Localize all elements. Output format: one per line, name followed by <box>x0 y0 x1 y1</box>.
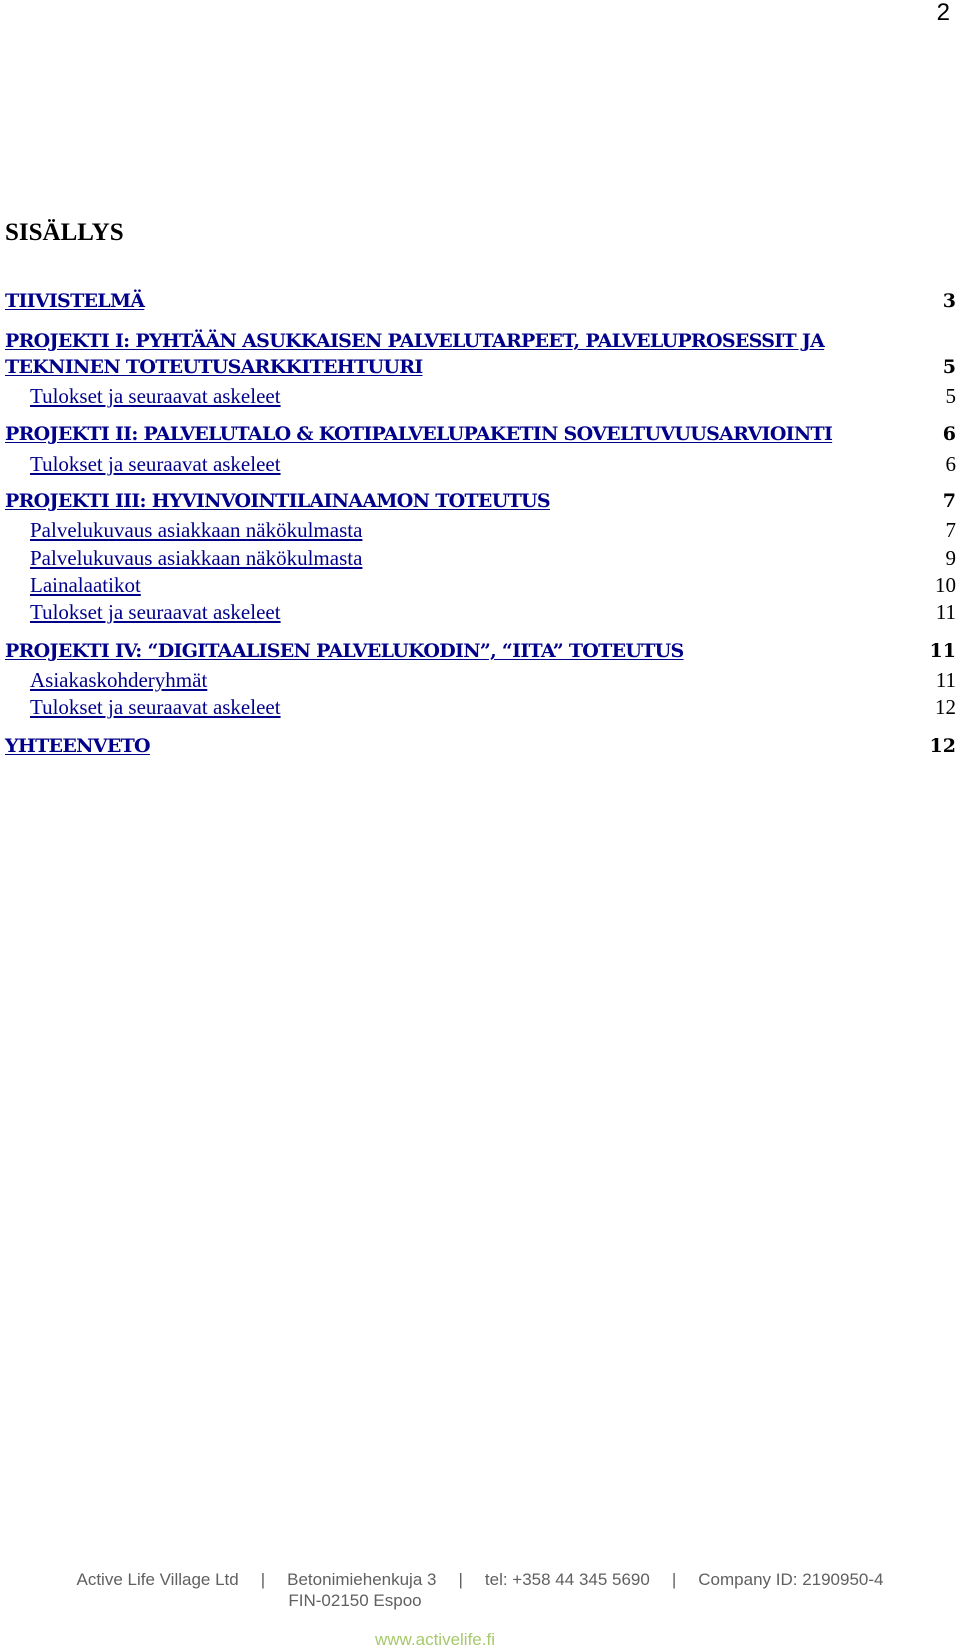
footer-phone: tel: +358 44 345 5690 <box>484 1570 650 1589</box>
footer-company: Active Life Village Ltd <box>76 1570 239 1589</box>
toc-subentry-tulokset-3[interactable] <box>0 600 960 628</box>
toc-page-number: 3 <box>942 290 956 312</box>
footer-contact-line <box>0 1570 960 1590</box>
toc-subentry-tulokset-2[interactable] <box>0 452 960 480</box>
toc-subentry-tulokset-1[interactable] <box>0 384 960 412</box>
toc-entry-link[interactable]: Tulokset ja seuraavat askeleet <box>30 384 281 408</box>
toc-entry-link[interactable]: PROJEKTI I: PYHTÄÄN ASUKKAISEN PALVELUTARPEET, PALVELUPROSESSIT JA <box>5 330 825 352</box>
toc-entry-link[interactable]: YHTEENVETO <box>5 735 150 757</box>
footer-address: Betonimiehenkuja 3 <box>287 1570 437 1589</box>
toc-page-number: 11 <box>935 668 956 692</box>
toc-entry-projekti-2[interactable] <box>0 423 960 451</box>
toc-entry-projekti-3[interactable] <box>0 490 960 518</box>
toc-entry-projekti-4[interactable] <box>0 640 960 668</box>
toc-subentry-lainalaatikot[interactable] <box>0 573 960 601</box>
toc-entry-link[interactable]: Palvelukuvaus asiakkaan näkökulmasta <box>30 546 363 570</box>
footer-separator: | <box>260 1570 266 1589</box>
toc-entry-link[interactable]: PROJEKTI III: HYVINVOINTILAINAAMON TOTEUTUS <box>5 490 550 512</box>
toc-entry-projekti-1[interactable] <box>0 330 960 358</box>
toc-subentry-asiakaskohderyhmat[interactable] <box>0 668 960 696</box>
footer-postal: FIN-02150 Espoo <box>288 1591 422 1610</box>
toc-entry-link[interactable]: Tulokset ja seuraavat askeleet <box>30 452 281 476</box>
toc-page-number: 7 <box>945 518 956 542</box>
toc-page-number: 9 <box>945 546 956 570</box>
toc-title: SISÄLLYS <box>5 219 124 246</box>
toc-entry-link[interactable]: TEKNINEN TOTEUTUSARKKITEHTUURI <box>5 356 423 378</box>
toc-subentry-palvelukuvaus-2[interactable] <box>0 546 960 574</box>
toc-page-number: 6 <box>945 452 956 476</box>
page-number: 2 <box>936 0 950 26</box>
toc-subentry-palvelukuvaus-1[interactable] <box>0 518 960 546</box>
toc-page-number: 12 <box>929 735 956 757</box>
toc-entry-link[interactable]: Lainalaatikot <box>30 573 141 597</box>
toc-page-number: 12 <box>935 695 956 719</box>
footer-company-id: Company ID: 2190950-4 <box>698 1570 884 1589</box>
toc-entry-projekti-1-continued[interactable] <box>0 356 960 384</box>
toc-entry-tiivistelma[interactable] <box>0 290 960 318</box>
footer-separator: | <box>458 1570 463 1589</box>
toc-page-number: 11 <box>929 640 956 662</box>
footer-website-link[interactable]: www.activelife.fi <box>375 1630 495 1649</box>
toc-entry-link[interactable]: Asiakaskohderyhmät <box>30 668 208 692</box>
toc-entry-link[interactable]: Palvelukuvaus asiakkaan näkökulmasta <box>30 518 363 542</box>
toc-entry-link[interactable]: Tulokset ja seuraavat askeleet <box>30 600 281 624</box>
toc-page-number: 5 <box>945 384 956 408</box>
toc-entry-link[interactable]: TIIVISTELMÄ <box>5 290 145 312</box>
toc-page-number: 10 <box>935 573 956 597</box>
footer-separator: | <box>671 1570 677 1589</box>
toc-subentry-tulokset-4[interactable] <box>0 695 960 723</box>
toc-entry-yhteenveto[interactable] <box>0 735 960 763</box>
toc-page-number: 11 <box>935 600 956 624</box>
toc-page-number: 6 <box>942 423 956 445</box>
toc-page-number: 5 <box>942 356 956 378</box>
toc-entry-link[interactable]: PROJEKTI IV: “DIGITAALISEN PALVELUKODIN”, “IITA” TOTEUTUS <box>5 640 684 662</box>
toc-page-number: 7 <box>942 490 956 512</box>
toc-entry-link[interactable]: PROJEKTI II: PALVELUTALO & KOTIPALVELUPAKETIN SOVELTUVUUSARVIOINTI <box>5 423 833 445</box>
toc-entry-link[interactable]: Tulokset ja seuraavat askeleet <box>30 695 281 719</box>
